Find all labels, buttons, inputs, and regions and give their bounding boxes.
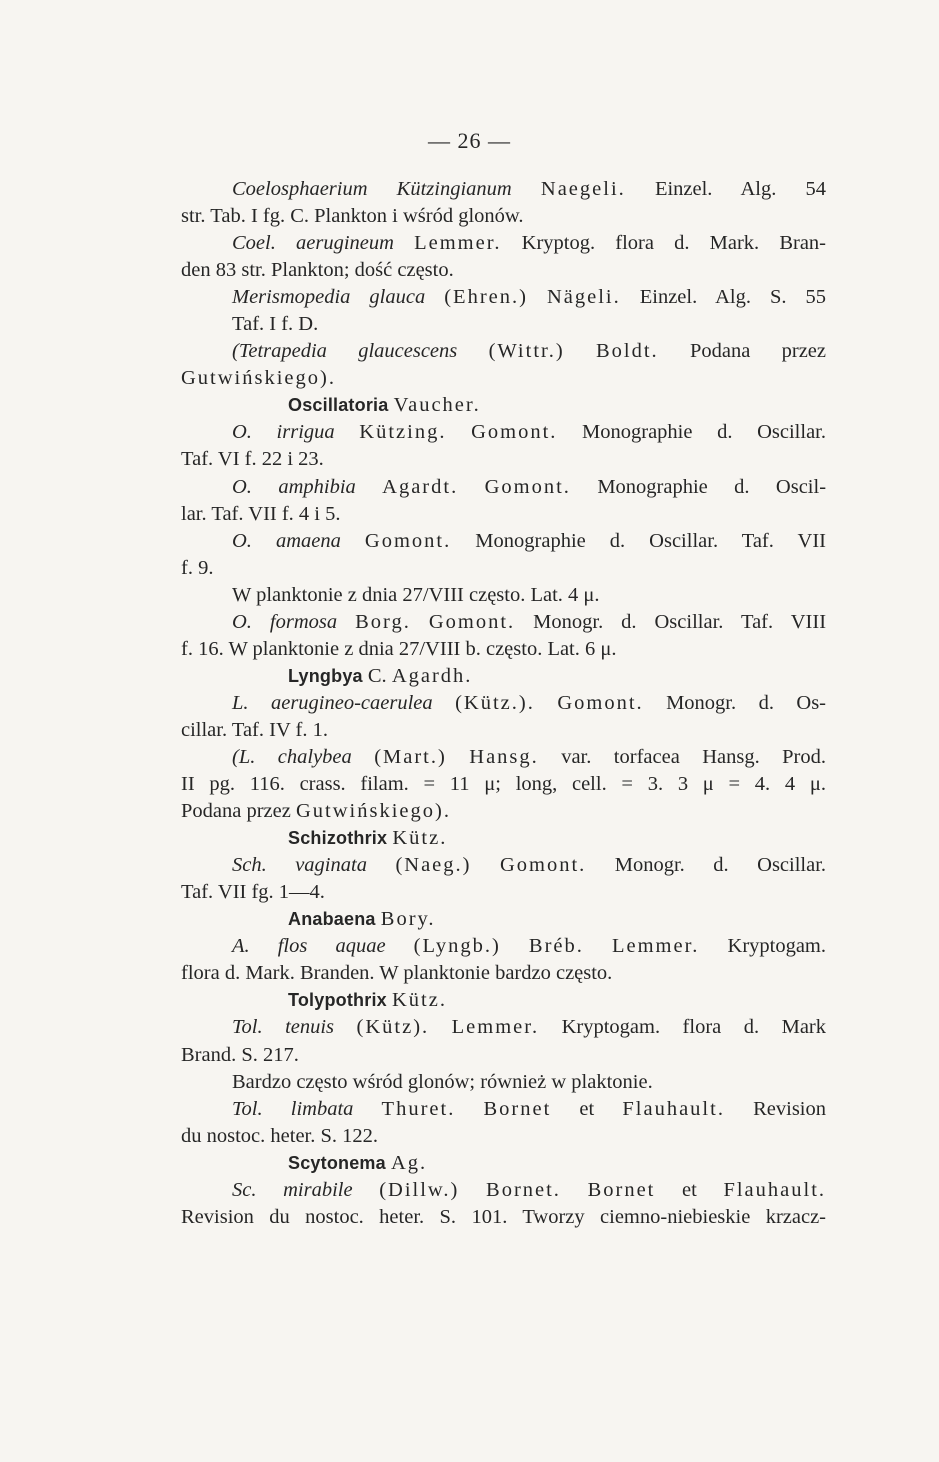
text-run <box>447 746 469 768</box>
text-run: den 83 str. Plankton; dość często. <box>181 259 454 282</box>
text-run: Taf. VI f. 22 i 23. <box>181 448 324 471</box>
italic-taxon-name: L. aerugineo-caerulea <box>232 691 433 714</box>
spaced-author-name: Gutwińskiego). <box>295 800 451 823</box>
text-run: Monogr. d. Oscillar. <box>586 854 826 877</box>
genus-heading: Scytonema <box>288 1152 386 1173</box>
italic-taxon-name: O. formosa <box>232 610 338 633</box>
text-line <box>181 555 826 582</box>
text-line <box>181 663 826 690</box>
text-run: Revision du nostoc. heter. S. 101. Tworzy ciemno-niebieskie krzacz- <box>181 1205 826 1228</box>
text-run <box>584 935 612 957</box>
text-line <box>181 1150 826 1177</box>
spaced-author-name: Kütz. <box>392 827 448 850</box>
text-run <box>337 611 355 633</box>
text-run: II pg. 116. crass. filam. = 11 μ; long, cell. = 3. 3 μ = 4. 4 μ. <box>181 773 826 796</box>
spaced-author-name: Lemmer. <box>451 1016 540 1039</box>
genus-heading: Tolypothrix <box>288 990 387 1011</box>
italic-taxon-name: Tol. tenuis <box>232 1016 335 1039</box>
text-line <box>181 1204 826 1231</box>
spaced-author-name: (Mart.) <box>374 745 447 768</box>
italic-taxon-name: Tol. limbata <box>232 1097 354 1120</box>
text-line <box>181 825 826 852</box>
spaced-author-name: Kützing. <box>359 421 447 444</box>
text-run <box>334 1016 356 1038</box>
text-run: Podana przez <box>181 800 296 823</box>
text-run <box>429 1016 451 1038</box>
spaced-author-name: Vaucher. <box>393 394 481 417</box>
spaced-author-name: Agardh. <box>391 664 473 687</box>
spaced-author-name: Hansg. <box>469 745 539 768</box>
text-line <box>181 338 826 365</box>
text-line <box>181 1069 826 1096</box>
text-line <box>181 230 826 257</box>
spaced-author-name: Bory. <box>380 908 436 931</box>
italic-taxon-name: Merismopedia glauca <box>232 286 426 309</box>
text-run <box>561 1179 588 1201</box>
spaced-author-name: Gomont. <box>428 610 516 633</box>
text-line <box>181 852 826 879</box>
text-run: C. <box>362 664 392 687</box>
italic-taxon-name: O. amphibia <box>232 475 356 498</box>
text-line <box>181 879 826 906</box>
italic-taxon-name: A. flos aquae <box>232 935 386 958</box>
text-line <box>181 365 826 392</box>
text-run <box>425 286 444 308</box>
text-run: Einzel. Alg. S. 55 <box>620 286 826 309</box>
genus-heading: Oscillatoria <box>288 395 389 416</box>
text-run <box>341 530 365 552</box>
text-line <box>181 1096 826 1123</box>
text-run <box>335 421 360 443</box>
text-line <box>181 987 826 1014</box>
spaced-author-name: Gomont. <box>364 529 452 552</box>
text-run: et <box>655 1178 724 1201</box>
text-line <box>181 717 826 744</box>
text-run: du nostoc. heter. S. 122. <box>181 1124 379 1147</box>
spaced-author-name: Gomont. <box>499 854 587 877</box>
genus-heading: Anabaena <box>288 909 376 930</box>
text-line <box>181 284 826 311</box>
text-line <box>181 392 826 419</box>
text-line <box>181 1042 826 1069</box>
spaced-author-name: Gomont. <box>471 421 558 444</box>
spaced-author-name: Bréb. <box>528 935 584 958</box>
spaced-author-name: Lemmer. <box>611 935 700 958</box>
text-run <box>535 692 557 714</box>
text-line <box>181 528 826 555</box>
text-run: cillar. Taf. IV f. 1. <box>181 718 328 741</box>
text-line <box>181 690 826 717</box>
text-line <box>181 1014 826 1041</box>
text-line <box>181 257 826 284</box>
spaced-author-name: (Kütz.). <box>455 691 535 714</box>
spaced-author-name: (Wittr.) <box>488 340 565 363</box>
text-run: flora d. Mark. Branden. W planktonie bardzo często. <box>181 962 613 985</box>
italic-taxon-name: Sch. vaginata <box>232 854 367 877</box>
text-run: Kryptog. flora d. Mark. Bran- <box>501 232 826 255</box>
text-line <box>181 636 826 663</box>
text-run <box>433 692 455 714</box>
text-run <box>528 286 547 308</box>
text-run <box>455 1098 483 1120</box>
text-run <box>356 476 382 498</box>
italic-taxon-name: O. irrigua <box>232 421 335 444</box>
italic-taxon-name: O. amaena <box>232 529 341 552</box>
text-run <box>471 854 499 876</box>
spaced-author-name: Bornet <box>483 1097 552 1120</box>
italic-taxon-name: Coel. aerugineum <box>232 232 394 255</box>
spaced-author-name: Naegeli. <box>540 178 626 200</box>
text-line <box>181 582 826 609</box>
text-line <box>181 771 826 798</box>
spaced-author-name: Gutwińskiego). <box>181 367 336 390</box>
text-run: Monographie d. Oscillar. Taf. VII <box>451 529 826 552</box>
text-line <box>181 176 826 203</box>
text-run: str. Tab. I fg. C. Plankton i wśród glonów. <box>181 205 524 228</box>
text-run: Kryptogam. <box>699 935 826 958</box>
text-line <box>181 203 826 230</box>
text-run: Monographie d. Oscil- <box>570 475 826 498</box>
spaced-author-name: Agardt. <box>382 475 459 498</box>
spaced-author-name: Flauhault. <box>723 1178 826 1201</box>
text-line <box>181 419 826 446</box>
text-run: Taf. I f. D. <box>232 313 319 336</box>
text-run <box>386 935 414 957</box>
spaced-author-name: Bornet. <box>486 1178 561 1201</box>
text-run <box>457 340 488 362</box>
italic-taxon-name: Coelosphaerium Kützingianum <box>232 178 512 200</box>
spaced-author-name: Nägeli. <box>546 286 621 309</box>
text-run: Kryptogam. flora d. Mark <box>539 1016 826 1039</box>
text-run: Monogr. d. Oscillar. Taf. VIII <box>515 610 826 633</box>
text-run <box>411 611 429 633</box>
text-run <box>501 935 529 957</box>
spaced-author-name: (Dillw.) <box>379 1178 460 1201</box>
spaced-author-name: (Lyngb.) <box>413 935 501 958</box>
italic-taxon-name: (L. chalybea <box>232 745 352 768</box>
text-run: Brand. S. 217. <box>181 1043 299 1066</box>
text-run: W planktonie z dnia 27/VIII często. Lat. 4 μ. <box>232 583 600 606</box>
genus-heading: Lyngbya <box>288 665 363 686</box>
text-run: Einzel. Alg. 54 <box>625 178 826 200</box>
text-run: f. 9. <box>181 556 214 579</box>
spaced-author-name: (Ehren.) <box>444 286 528 309</box>
spaced-author-name: Ag. <box>390 1151 428 1174</box>
text-run <box>446 421 471 443</box>
text-line <box>181 906 826 933</box>
text-run: Taf. VII fg. 1—4. <box>181 881 325 904</box>
text-run <box>353 1098 381 1120</box>
text-run <box>367 854 395 876</box>
text-line <box>181 501 826 528</box>
text-line <box>181 1123 826 1150</box>
spaced-author-name: Flauhault. <box>622 1097 725 1120</box>
text-run <box>353 1179 380 1201</box>
text-line <box>181 446 826 473</box>
page-number: — 26 — <box>428 128 511 153</box>
page-body-text <box>181 176 826 1231</box>
genus-heading: Schizothrix <box>288 828 388 849</box>
spaced-author-name: Kütz. <box>392 989 447 1012</box>
text-run <box>459 1179 486 1201</box>
text-run: lar. Taf. VII f. 4 i 5. <box>181 502 341 525</box>
text-line <box>181 1177 826 1204</box>
text-run <box>352 746 374 768</box>
text-line <box>181 311 826 338</box>
spaced-author-name: Borg. <box>355 610 411 633</box>
italic-taxon-name: Sc. mirabile <box>232 1178 353 1201</box>
text-line <box>181 960 826 987</box>
text-run <box>458 476 484 498</box>
text-run <box>565 340 596 362</box>
text-line <box>181 744 826 771</box>
text-run: Bardzo często wśród glonów; również w plaktonie. <box>232 1070 653 1093</box>
text-run: Monogr. d. Os- <box>643 691 826 714</box>
text-run <box>394 232 414 254</box>
text-line <box>181 798 826 825</box>
spaced-author-name: Gomont. <box>557 691 644 714</box>
spaced-author-name: Lemmer. <box>414 232 502 255</box>
text-line <box>181 474 826 501</box>
text-run: et <box>551 1097 623 1120</box>
spaced-author-name: Bornet <box>587 1178 656 1201</box>
text-run: Podana przez <box>658 340 826 363</box>
spaced-author-name: (Kütz). <box>356 1016 430 1039</box>
text-line <box>181 933 826 960</box>
spaced-author-name: (Naeg.) <box>395 854 472 877</box>
text-run: Revision <box>724 1097 826 1120</box>
text-run <box>512 178 541 200</box>
spaced-author-name: Boldt. <box>595 340 659 363</box>
text-run: var. torfacea Hansg. Prod. <box>538 745 826 768</box>
text-line <box>181 609 826 636</box>
italic-taxon-name: (Tetrapedia glaucescens <box>232 340 458 363</box>
spaced-author-name: Gomont. <box>484 475 571 498</box>
text-run: Monographie d. Oscillar. <box>557 421 826 444</box>
spaced-author-name: Thuret. <box>381 1097 456 1120</box>
text-run: f. 16. W planktonie z dnia 27/VIII b. często. Lat. 6 μ. <box>181 637 617 660</box>
